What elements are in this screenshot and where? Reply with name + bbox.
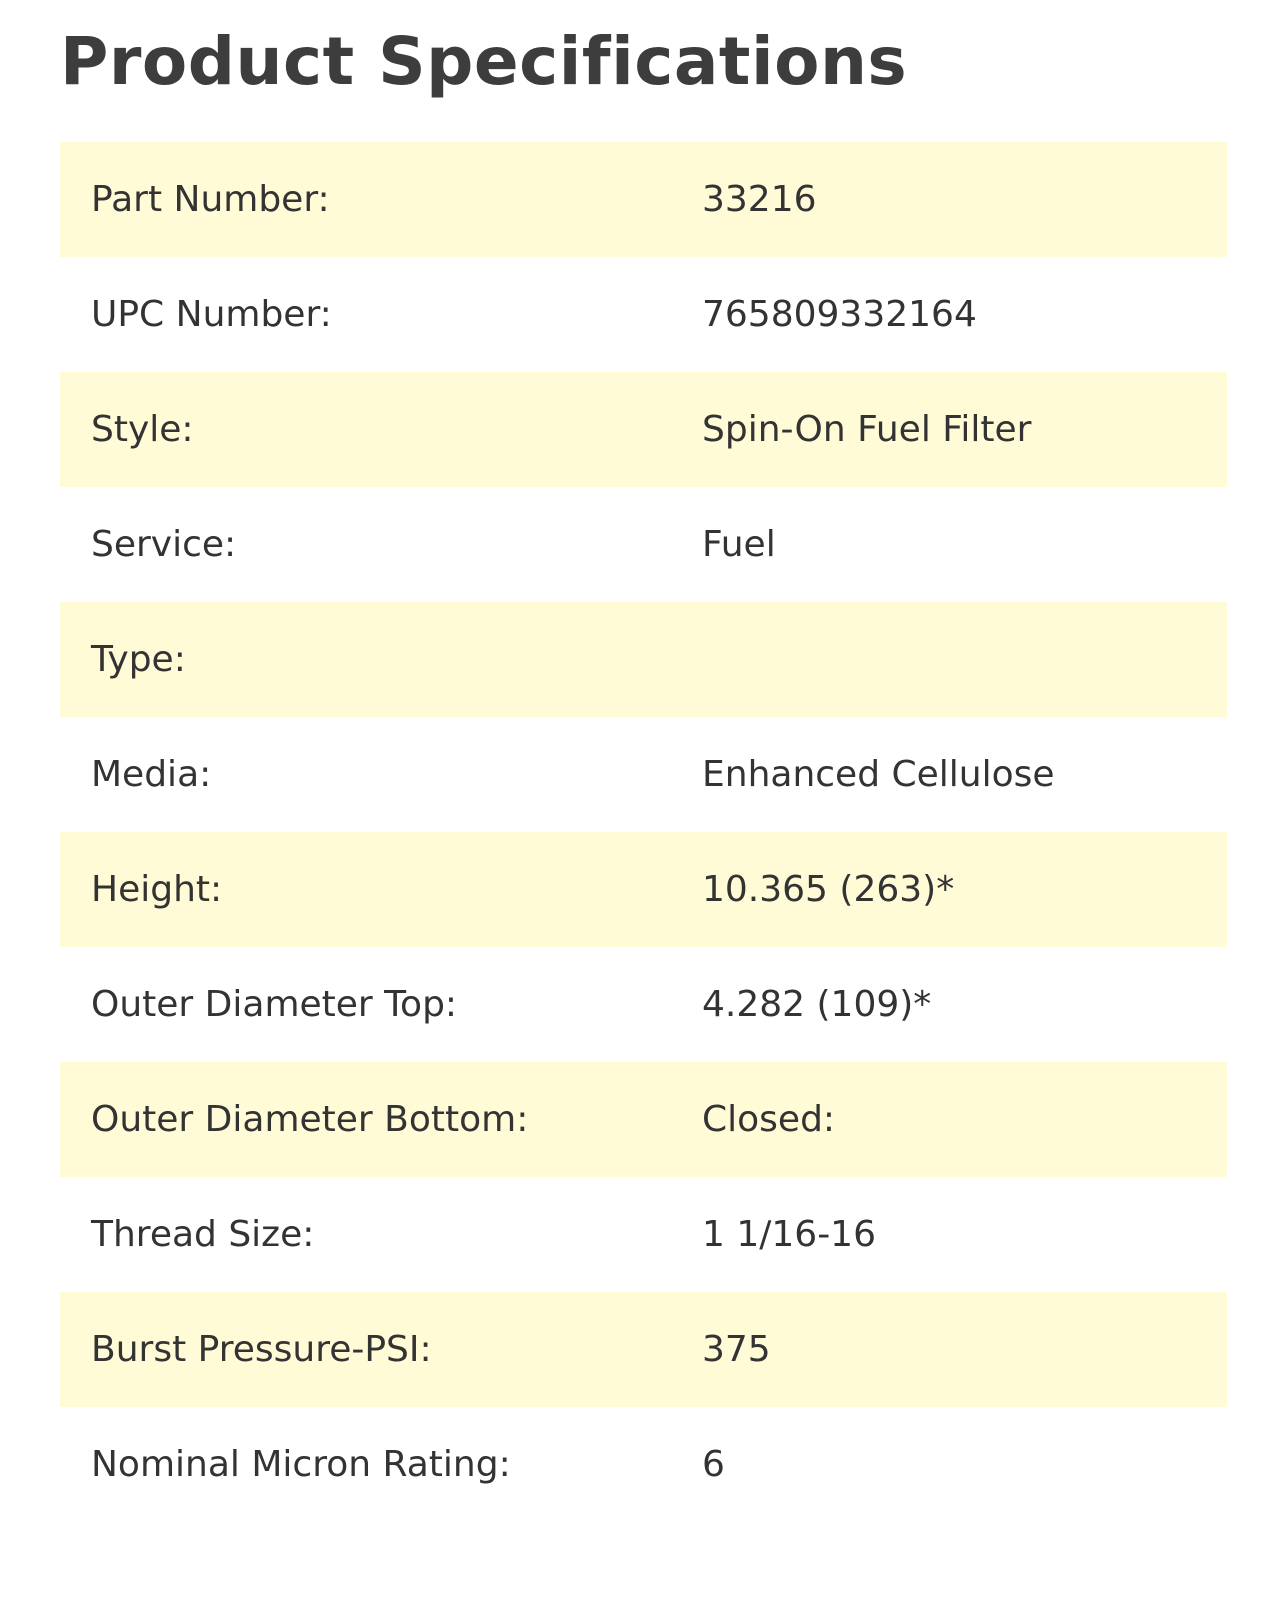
spec-row-style xyxy=(60,372,1227,487)
spec-row-height xyxy=(60,832,1227,947)
spec-value: 4.282 (109)* xyxy=(702,984,932,1025)
spec-label: Style: xyxy=(91,409,194,450)
spec-value: 375 xyxy=(702,1329,771,1370)
spec-value: Enhanced Cellulose xyxy=(702,754,1055,795)
spec-row-thread-size xyxy=(60,1177,1227,1292)
spec-value: Closed: xyxy=(702,1099,836,1140)
spec-label: Outer Diameter Bottom: xyxy=(91,1099,529,1140)
spec-value: Spin-On Fuel Filter xyxy=(702,409,1032,450)
spec-label: Nominal Micron Rating: xyxy=(91,1444,511,1485)
specifications-table xyxy=(60,142,1227,1522)
spec-label: Thread Size: xyxy=(91,1214,315,1255)
spec-row-part-number xyxy=(60,142,1227,257)
spec-row-type xyxy=(60,602,1227,717)
spec-value: 765809332164 xyxy=(702,294,977,335)
spec-row-outer-diameter-top xyxy=(60,947,1227,1062)
spec-label: Media: xyxy=(91,754,212,795)
spec-row-nominal-micron-rating xyxy=(60,1407,1227,1522)
spec-label: Burst Pressure-PSI: xyxy=(91,1329,432,1370)
spec-row-burst-pressure xyxy=(60,1292,1227,1407)
spec-label: Height: xyxy=(91,869,223,910)
spec-row-service xyxy=(60,487,1227,602)
spec-label: Outer Diameter Top: xyxy=(91,984,458,1025)
spec-row-media xyxy=(60,717,1227,832)
spec-label: Part Number: xyxy=(91,179,330,220)
spec-value: Fuel xyxy=(702,524,776,565)
spec-value: 6 xyxy=(702,1444,725,1485)
spec-value: 33216 xyxy=(702,179,817,220)
spec-row-upc-number xyxy=(60,257,1227,372)
spec-label: UPC Number: xyxy=(91,294,332,335)
spec-label: Service: xyxy=(91,524,237,565)
page-title: Product Specifications xyxy=(60,23,908,100)
spec-value: 10.365 (263)* xyxy=(702,869,955,910)
product-specifications-section xyxy=(60,0,1227,1485)
spec-value: 1 1/16-16 xyxy=(702,1214,876,1255)
spec-row-outer-diameter-bottom xyxy=(60,1062,1227,1177)
spec-label: Type: xyxy=(91,639,186,680)
